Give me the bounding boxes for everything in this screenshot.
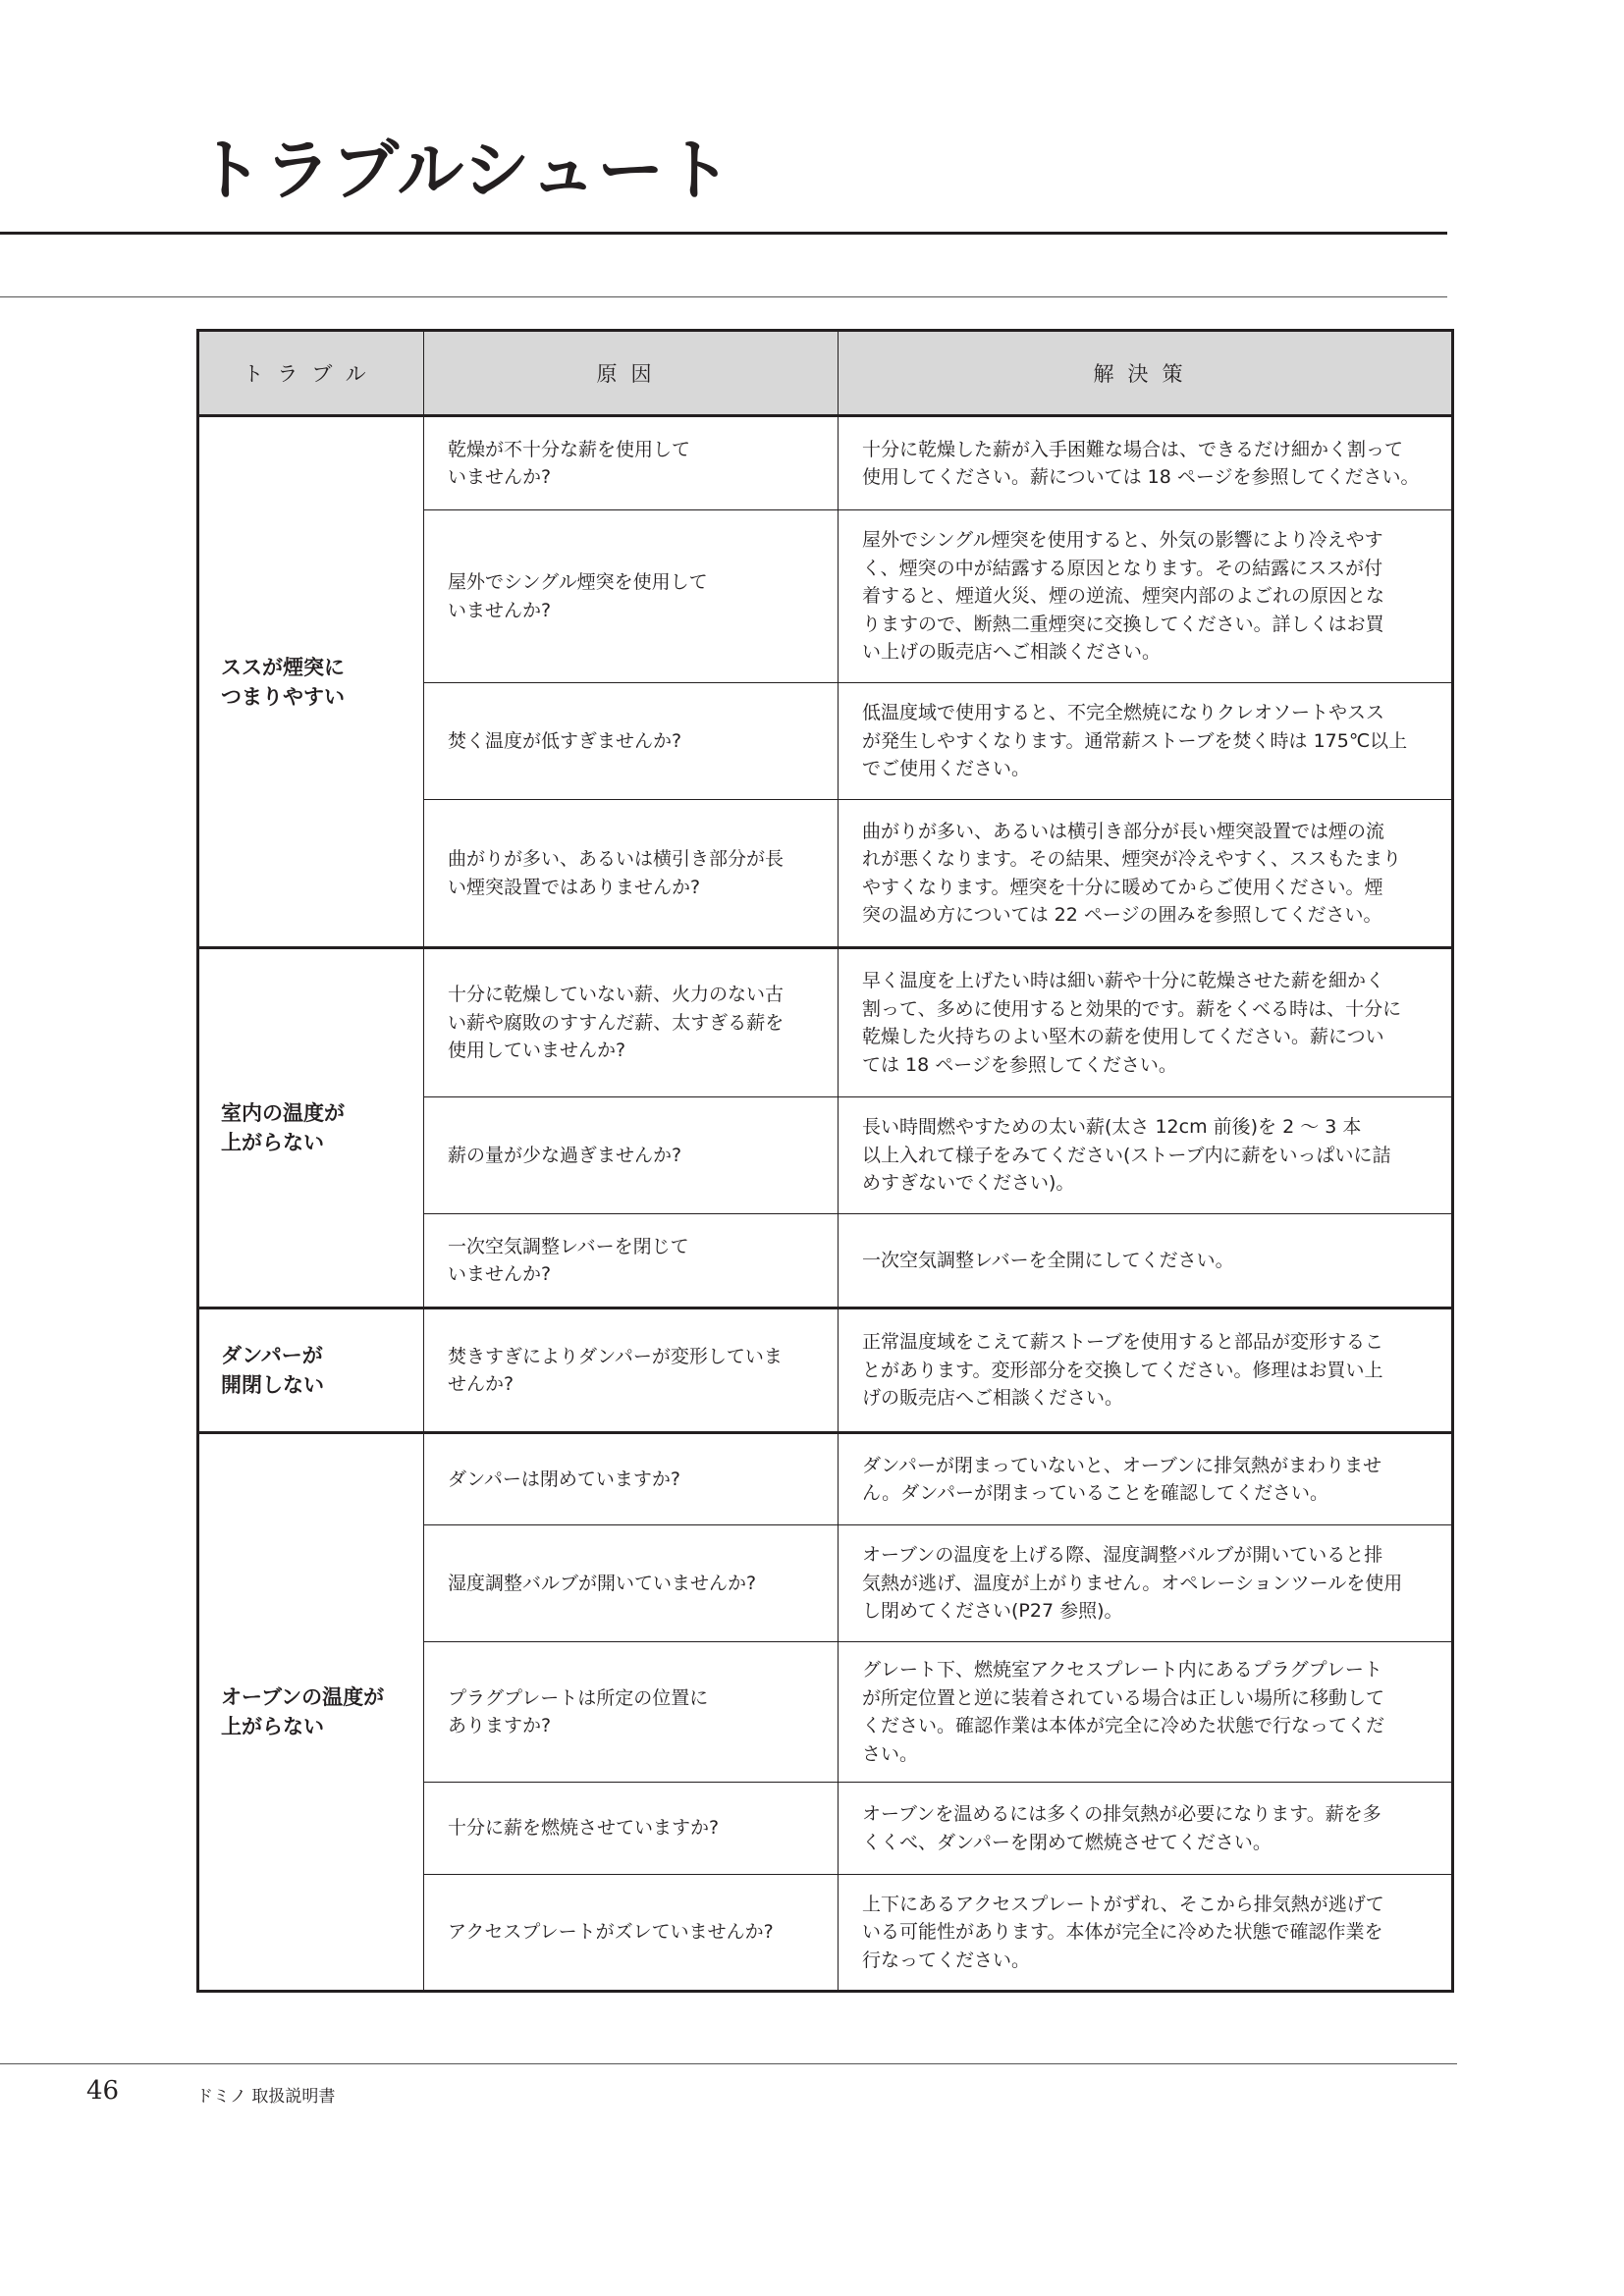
solution-cell [839,1525,1453,1642]
cause-text: 十分に薪を燃焼させていますか? [448,1817,720,1840]
cause-text: 湿度調整バルブが開いていませんか? [448,1572,757,1594]
cause-cell [424,1097,839,1214]
cause-cell [424,1875,839,1992]
solution-text: 屋外でシングル煙突を使用すると、外気の影響により冷えやす く、煙突の中が結露する原因となります。その結露にススが付 着すると、煙道火災、煙の逆流、煙突内部のよごれの原因とな りますので、断熱二重煙突に交換してください。詳しくはお買 い上げの販売店へご相談ください。 [862,529,1385,664]
trouble-cell [198,948,424,1308]
cause-cell [424,1525,839,1642]
header-cause: 原因 [424,331,839,416]
trouble-label: ススが煙突に つまりやすい [221,655,345,709]
header-divider [0,296,1447,297]
cause-text: 十分に乾燥していない薪、火力のない古 い薪や腐敗のすすんだ薪、太すぎる薪を 使用していませんか? [448,984,785,1062]
trouble-label: オーブンの温度が 上がらない [221,1685,385,1738]
table-row [198,1433,1453,1525]
trouble-cell [198,416,424,948]
trouble-label: 室内の温度が 上がらない [221,1101,345,1154]
cause-text: 焚く温度が低すぎませんか? [448,729,682,752]
solution-cell [839,683,1453,800]
cause-cell [424,948,839,1097]
solution-cell [839,948,1453,1097]
solution-text: 低温度域で使用すると、不完全燃焼になりクレオソートやスス が発生しやすくなります。通常薪ストーブを焚く時は 175℃以上 でご使用ください。 [862,702,1408,780]
solution-cell [839,1214,1453,1308]
cause-cell [424,1214,839,1308]
solution-cell [839,510,1453,683]
solution-text: 正常温度域をこえて薪ストーブを使用すると部品が変形するこ とがあります。変形部分を交換してください。修理はお買い上 げの販売店へご相談ください。 [862,1331,1384,1410]
solution-text: ダンパーが閉まっていないと、オーブンに排気熱がまわりませ ん。ダンパーが閉まっていることを確認してください。 [862,1454,1382,1504]
footer-divider [0,2063,1457,2064]
header-trouble: トラブル [198,331,424,416]
troubleshooting-table [196,329,1454,1993]
solution-text: オーブンの温度を上げる際、湿度調整バルブが開いていると排 気熱が逃げ、温度が上がりません。オペレーションツールを使用 し閉めてください(P27 参照)。 [862,1544,1403,1623]
trouble-cell [198,1433,424,1992]
cause-text: プラグプレートは所定の位置に ありますか? [448,1686,709,1736]
cause-cell [424,1433,839,1525]
trouble-label: ダンパーが 開閉しない [221,1344,324,1397]
solution-cell [839,1308,1453,1433]
cause-text: 薪の量が少な過ぎませんか? [448,1144,682,1166]
table-header-row [198,331,1453,416]
cause-cell [424,800,839,948]
cause-text: アクセスプレートがズレていませんか? [448,1921,774,1944]
solution-text: 長い時間燃やすための太い薪(太さ 12cm 前後)を 2 〜 3 本 以上入れて様子をみてください(ストーブ内に薪をいっぱいに詰 めすぎないでください)。 [862,1116,1391,1195]
solution-cell [839,1875,1453,1992]
document-name: ドミノ 取扱説明書 [196,2087,336,2107]
cause-text: 曲がりが多い、あるいは横引き部分が長 い煙突設置ではありませんか? [448,848,785,898]
cause-cell [424,510,839,683]
trouble-cell [198,1308,424,1433]
cause-cell [424,1308,839,1433]
cause-cell [424,1642,839,1783]
solution-cell [839,1783,1453,1875]
table-row [198,416,1453,510]
title-rule [0,232,1447,235]
solution-text: 上下にあるアクセスプレートがずれ、そこから排気熱が逃げて いる可能性があります。本体が完全に冷めた状態で確認作業を 行なってください。 [862,1893,1384,1971]
table-row [198,1308,1453,1433]
solution-cell [839,1642,1453,1783]
solution-text: グレート下、燃焼室アクセスプレート内にあるプラグプレート が所定位置と逆に装着されている場合は正しい場所に移動して ください。確認作業は本体が完全に冷めた状態で行なってくだ さい。 [862,1659,1385,1765]
cause-text: 一次空気調整レバーを閉じて いませんか? [448,1235,689,1285]
cause-cell [424,683,839,800]
solution-cell [839,1097,1453,1214]
solution-cell [839,416,1453,510]
cause-text: ダンパーは閉めていますか? [448,1468,680,1490]
header-solution: 解決策 [839,331,1453,416]
solution-text: 十分に乾燥した薪が入手困難な場合は、できるだけ細かく割って 使用してください。薪については 18 ページを参照してください。 [862,438,1420,488]
cause-cell [424,1783,839,1875]
solution-text: オーブンを温めるには多くの排気熱が必要になります。薪を多 くくべ、ダンパーを閉めて燃焼させてください。 [862,1803,1381,1853]
page-title: トラブルシュート [196,132,733,210]
cause-cell [424,416,839,510]
cause-text: 焚きすぎによりダンパーが変形していま せんか? [448,1345,783,1395]
solution-cell [839,1433,1453,1525]
solution-text: 一次空気調整レバーを全開にしてください。 [862,1249,1234,1271]
cause-text: 乾燥が不十分な薪を使用して いませんか? [448,438,691,488]
table-row [198,948,1453,1097]
cause-text: 屋外でシングル煙突を使用して いませんか? [448,571,708,621]
solution-text: 早く温度を上げたい時は細い薪や十分に乾燥させた薪を細かく 割って、多めに使用すると効果的です。薪をくべる時は、十分に 乾燥した火持ちのよい堅木の薪を使用してください。薪につい ては 18 ページを参照してください。 [862,970,1402,1076]
solution-cell [839,800,1453,948]
solution-text: 曲がりが多い、あるいは横引き部分が長い煙突設置では煙の流 れが悪くなります。その結果、煙突が冷えやすく、ススもたまり やすくなります。煙突を十分に暖めてからご使用ください。煙 突の温め方については 22 ページの囲みを参照してください。 [862,820,1402,926]
page-number: 46 [86,2076,120,2106]
